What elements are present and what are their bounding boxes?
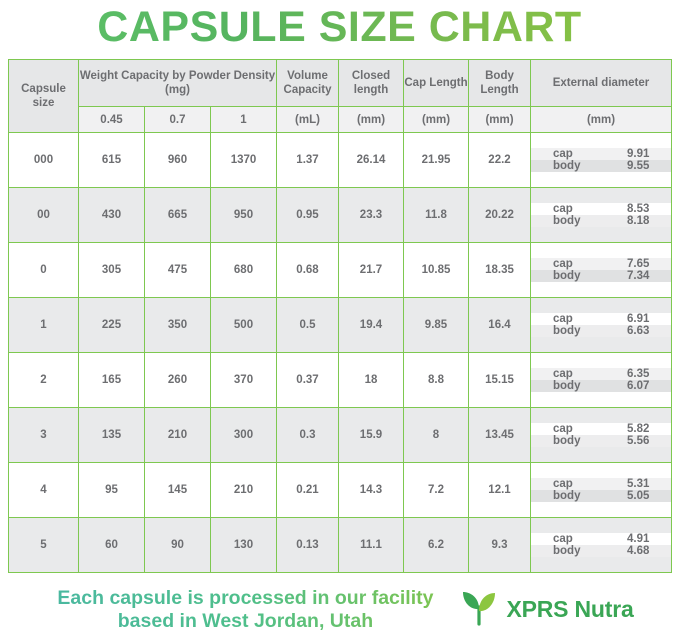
cell-density-07: 960	[145, 133, 211, 188]
header-cap-length: Cap Length	[404, 60, 469, 107]
cell-external-diameter	[531, 408, 672, 463]
table-row	[9, 353, 672, 408]
ext-cap-row	[531, 203, 671, 215]
ext-cap-row	[531, 148, 671, 160]
cell-closed-length: 26.14	[339, 133, 404, 188]
cell-body-length: 13.45	[469, 408, 531, 463]
cell-density-07: 210	[145, 408, 211, 463]
cell-cap-length: 21.95	[404, 133, 469, 188]
cell-external-diameter	[531, 518, 672, 573]
cell-density-045: 60	[79, 518, 145, 573]
cell-cap-length: 11.8	[404, 188, 469, 243]
brand-name: XPRS Nutra	[506, 596, 634, 622]
ext-body-value: 5.56	[627, 435, 650, 447]
table-row	[9, 188, 672, 243]
ext-body-label: body	[553, 380, 581, 392]
cell-body-length: 18.35	[469, 243, 531, 298]
units-cap-length: (mm)	[404, 107, 469, 133]
ext-cap-value: 9.91	[627, 148, 650, 160]
ext-cap-row	[531, 313, 671, 325]
ext-body-label: body	[553, 160, 581, 172]
cell-volume: 0.13	[277, 518, 339, 573]
ext-body-label: body	[553, 215, 581, 227]
cell-density-045: 95	[79, 463, 145, 518]
cell-external-diameter	[531, 243, 672, 298]
cell-density-045: 225	[79, 298, 145, 353]
cell-external-diameter	[531, 188, 672, 243]
cell-density-045: 430	[79, 188, 145, 243]
table-row	[9, 243, 672, 298]
ext-body-label: body	[553, 435, 581, 447]
cell-external-diameter	[531, 133, 672, 188]
cell-volume: 0.95	[277, 188, 339, 243]
cell-density-045: 135	[79, 408, 145, 463]
cell-density-07: 145	[145, 463, 211, 518]
ext-cap-value: 8.53	[627, 203, 650, 215]
ext-cap-value: 6.35	[627, 368, 650, 380]
cell-cap-length: 8.8	[404, 353, 469, 408]
cell-body-length: 15.15	[469, 353, 531, 408]
cell-cap-length: 9.85	[404, 298, 469, 353]
cell-density-045: 305	[79, 243, 145, 298]
cell-capsule-size: 0	[9, 243, 79, 298]
brand-logo	[459, 587, 633, 632]
cell-closed-length: 15.9	[339, 408, 404, 463]
cell-density-045: 615	[79, 133, 145, 188]
ext-cap-value: 7.65	[627, 258, 650, 270]
cell-capsule-size: 4	[9, 463, 79, 518]
ext-cap-label: cap	[553, 423, 573, 435]
table-row	[9, 518, 672, 573]
ext-body-value: 7.34	[627, 270, 650, 282]
cell-density-1: 210	[211, 463, 277, 518]
ext-body-value: 9.55	[627, 160, 650, 172]
header-closed-length: Closed length	[339, 60, 404, 107]
units-density-07: 0.7	[145, 107, 211, 133]
ext-body-value: 8.18	[627, 215, 650, 227]
ext-cap-row	[531, 423, 671, 435]
ext-cap-value: 6.91	[627, 313, 650, 325]
table-row	[9, 408, 672, 463]
table-units-row	[9, 107, 672, 133]
cell-density-07: 350	[145, 298, 211, 353]
header-external-diameter: External diameter	[531, 60, 672, 107]
ext-cap-row	[531, 478, 671, 490]
table-header-row	[9, 60, 672, 107]
ext-body-row	[531, 215, 671, 227]
units-external-diameter: (mm)	[531, 107, 672, 133]
ext-body-row	[531, 435, 671, 447]
cell-volume: 0.3	[277, 408, 339, 463]
cell-volume: 0.5	[277, 298, 339, 353]
cell-density-07: 260	[145, 353, 211, 408]
ext-body-label: body	[553, 325, 581, 337]
ext-body-row	[531, 545, 671, 557]
header-body-length: Body Length	[469, 60, 531, 107]
page-title: CAPSULE SIZE CHART	[8, 0, 671, 59]
ext-cap-label: cap	[553, 258, 573, 270]
cell-closed-length: 18	[339, 353, 404, 408]
ext-body-row	[531, 325, 671, 337]
table-row	[9, 463, 672, 518]
cell-density-1: 130	[211, 518, 277, 573]
header-volume-capacity: Volume Capacity	[277, 60, 339, 107]
table-row	[9, 133, 672, 188]
cell-volume: 0.68	[277, 243, 339, 298]
ext-body-value: 5.05	[627, 490, 650, 502]
cell-density-1: 300	[211, 408, 277, 463]
units-closed-length: (mm)	[339, 107, 404, 133]
ext-cap-row	[531, 533, 671, 545]
cell-body-length: 16.4	[469, 298, 531, 353]
cell-density-1: 950	[211, 188, 277, 243]
cell-capsule-size: 00	[9, 188, 79, 243]
ext-body-label: body	[553, 490, 581, 502]
cell-density-1: 370	[211, 353, 277, 408]
cell-density-1: 680	[211, 243, 277, 298]
cell-density-07: 665	[145, 188, 211, 243]
cell-closed-length: 14.3	[339, 463, 404, 518]
ext-body-label: body	[553, 545, 581, 557]
cell-capsule-size: 1	[9, 298, 79, 353]
cell-body-length: 22.2	[469, 133, 531, 188]
cell-density-045: 165	[79, 353, 145, 408]
cell-cap-length: 6.2	[404, 518, 469, 573]
units-body-length: (mm)	[469, 107, 531, 133]
cell-capsule-size: 000	[9, 133, 79, 188]
ext-cap-label: cap	[553, 148, 573, 160]
ext-body-value: 6.63	[627, 325, 650, 337]
cell-density-1: 1370	[211, 133, 277, 188]
cell-external-diameter	[531, 463, 672, 518]
ext-body-label: body	[553, 270, 581, 282]
cell-volume: 1.37	[277, 133, 339, 188]
cell-capsule-size: 3	[9, 408, 79, 463]
ext-cap-value: 5.31	[627, 478, 650, 490]
cell-capsule-size: 2	[9, 353, 79, 408]
units-volume: (mL)	[277, 107, 339, 133]
cell-body-length: 20.22	[469, 188, 531, 243]
cell-body-length: 12.1	[469, 463, 531, 518]
header-weight-capacity: Weight Capacity by Powder Density (mg)	[79, 60, 277, 107]
footer-text: Each capsule is processed in our facility based in West Jordan, Utah	[45, 587, 445, 632]
ext-cap-label: cap	[553, 203, 573, 215]
ext-body-row	[531, 490, 671, 502]
ext-cap-label: cap	[553, 313, 573, 325]
cell-density-1: 500	[211, 298, 277, 353]
units-density-1: 1	[211, 107, 277, 133]
cell-cap-length: 8	[404, 408, 469, 463]
cell-cap-length: 7.2	[404, 463, 469, 518]
ext-body-row	[531, 270, 671, 282]
ext-cap-label: cap	[553, 478, 573, 490]
ext-body-value: 6.07	[627, 380, 650, 392]
cell-closed-length: 11.1	[339, 518, 404, 573]
cell-volume: 0.21	[277, 463, 339, 518]
cell-closed-length: 21.7	[339, 243, 404, 298]
ext-cap-row	[531, 368, 671, 380]
cell-external-diameter	[531, 298, 672, 353]
cell-volume: 0.37	[277, 353, 339, 408]
capsule-size-table	[8, 59, 672, 573]
cell-cap-length: 10.85	[404, 243, 469, 298]
cell-body-length: 9.3	[469, 518, 531, 573]
ext-cap-label: cap	[553, 368, 573, 380]
cell-density-07: 475	[145, 243, 211, 298]
footer	[8, 573, 671, 632]
cell-closed-length: 23.3	[339, 188, 404, 243]
ext-body-row	[531, 380, 671, 392]
ext-cap-value: 5.82	[627, 423, 650, 435]
header-capsule-size: Capsule size	[9, 60, 79, 133]
units-density-045: 0.45	[79, 107, 145, 133]
ext-cap-value: 4.91	[627, 533, 650, 545]
ext-body-value: 4.68	[627, 545, 650, 557]
cell-capsule-size: 5	[9, 518, 79, 573]
cell-external-diameter	[531, 353, 672, 408]
ext-body-row	[531, 160, 671, 172]
cell-closed-length: 19.4	[339, 298, 404, 353]
ext-cap-row	[531, 258, 671, 270]
table-row	[9, 298, 672, 353]
leaf-icon	[459, 587, 499, 632]
ext-cap-label: cap	[553, 533, 573, 545]
cell-density-07: 90	[145, 518, 211, 573]
